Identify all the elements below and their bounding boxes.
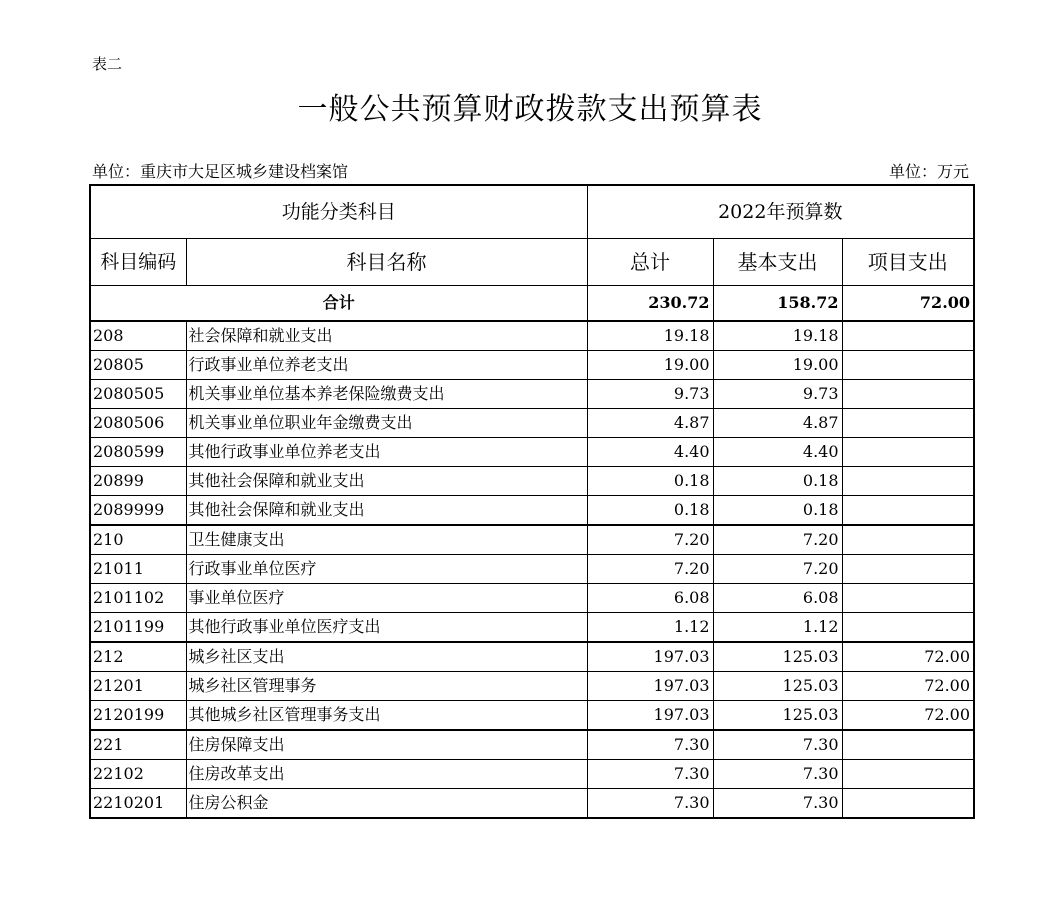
table-row: [90, 380, 974, 409]
code-cell: 20805: [90, 351, 186, 380]
code-cell: 221: [90, 730, 186, 760]
total-cell: 1.12: [587, 613, 713, 643]
table-row: [90, 496, 974, 526]
total-cell: 7.30: [587, 789, 713, 819]
total-cell: 4.87: [587, 409, 713, 438]
basic-cell: 4.40: [713, 438, 842, 467]
column-header-project: 项目支出: [842, 239, 974, 286]
total-cell: 0.18: [587, 467, 713, 496]
code-cell: 22102: [90, 760, 186, 789]
total-cell: 0.18: [587, 496, 713, 526]
basic-cell: 1.12: [713, 613, 842, 643]
name-cell: 住房保障支出: [186, 730, 587, 760]
total-cell: 19.00: [587, 351, 713, 380]
project-cell: [842, 467, 974, 496]
table-row: [90, 555, 974, 584]
page-title: 一般公共预算财政拨款支出预算表: [297, 92, 763, 127]
table-row: [90, 789, 974, 819]
name-cell: 其他社会保障和就业支出: [186, 467, 587, 496]
code-cell: 2089999: [90, 496, 186, 526]
project-cell: [842, 438, 974, 467]
project-cell: [842, 321, 974, 351]
group-header-budget-2022: 2022年预算数: [587, 185, 974, 239]
basic-cell: 6.08: [713, 584, 842, 613]
table-group-header-row: [90, 185, 974, 239]
basic-cell: 7.20: [713, 555, 842, 584]
name-cell: 机关事业单位基本养老保险缴费支出: [186, 380, 587, 409]
code-cell: 21201: [90, 672, 186, 701]
code-cell: 212: [90, 642, 186, 672]
basic-cell: 19.00: [713, 351, 842, 380]
name-cell: 住房公积金: [186, 789, 587, 819]
name-cell: 其他城乡社区管理事务支出: [186, 701, 587, 731]
name-cell: 社会保障和就业支出: [186, 321, 587, 351]
total-cell: 7.20: [587, 525, 713, 555]
name-cell: 其他行政事业单位养老支出: [186, 438, 587, 467]
name-cell: 卫生健康支出: [186, 525, 587, 555]
total-cell: 197.03: [587, 701, 713, 731]
column-header-total: 总计: [587, 239, 713, 286]
basic-cell: 125.03: [713, 672, 842, 701]
name-cell: 行政事业单位养老支出: [186, 351, 587, 380]
code-cell: 208: [90, 321, 186, 351]
table-row: [90, 613, 974, 643]
total-cell: 9.73: [587, 380, 713, 409]
table-row: [90, 701, 974, 731]
basic-cell: 7.30: [713, 789, 842, 819]
project-cell: [842, 351, 974, 380]
table-row: [90, 438, 974, 467]
column-header-basic: 基本支出: [713, 239, 842, 286]
name-cell: 机关事业单位职业年金缴费支出: [186, 409, 587, 438]
basic-cell: 7.30: [713, 730, 842, 760]
total-cell: 197.03: [587, 672, 713, 701]
project-cell: 72.00: [842, 286, 974, 322]
basic-cell: 7.20: [713, 525, 842, 555]
page-label: 表二: [92, 55, 123, 73]
table-total-row: [90, 286, 974, 322]
total-cell: 7.30: [587, 730, 713, 760]
table-row: [90, 351, 974, 380]
name-cell: 其他行政事业单位医疗支出: [186, 613, 587, 643]
project-cell: [842, 584, 974, 613]
basic-cell: 4.87: [713, 409, 842, 438]
project-cell: [842, 409, 974, 438]
code-cell: 2120199: [90, 701, 186, 731]
total-cell: 6.08: [587, 584, 713, 613]
code-cell: 2080599: [90, 438, 186, 467]
unit-department-label: 单位：重庆市大足区城乡建设档案馆: [92, 162, 349, 181]
table-row: [90, 760, 974, 789]
code-cell: 21011: [90, 555, 186, 584]
project-cell: 72.00: [842, 701, 974, 731]
basic-cell: 0.18: [713, 496, 842, 526]
code-cell: 2101102: [90, 584, 186, 613]
code-cell: 2080505: [90, 380, 186, 409]
table-row: [90, 672, 974, 701]
table-row: [90, 642, 974, 672]
code-cell: 210: [90, 525, 186, 555]
project-cell: [842, 613, 974, 643]
project-cell: [842, 760, 974, 789]
project-cell: 72.00: [842, 642, 974, 672]
column-header-name: 科目名称: [186, 239, 587, 286]
table-column-header-row: [90, 239, 974, 286]
basic-cell: 158.72: [713, 286, 842, 322]
total-cell: 7.20: [587, 555, 713, 584]
total-cell: 197.03: [587, 642, 713, 672]
basic-cell: 125.03: [713, 701, 842, 731]
total-cell: 4.40: [587, 438, 713, 467]
project-cell: [842, 789, 974, 819]
name-cell: 事业单位医疗: [186, 584, 587, 613]
project-cell: [842, 525, 974, 555]
basic-cell: 9.73: [713, 380, 842, 409]
basic-cell: 19.18: [713, 321, 842, 351]
table-row: [90, 584, 974, 613]
table-row: [90, 467, 974, 496]
project-cell: [842, 730, 974, 760]
total-cell: 230.72: [587, 286, 713, 322]
name-cell: 其他社会保障和就业支出: [186, 496, 587, 526]
name-cell: 城乡社区支出: [186, 642, 587, 672]
table-row: [90, 321, 974, 351]
table-row: [90, 525, 974, 555]
basic-cell: 0.18: [713, 467, 842, 496]
basic-cell: 7.30: [713, 760, 842, 789]
project-cell: [842, 380, 974, 409]
name-cell: 行政事业单位医疗: [186, 555, 587, 584]
unit-currency-label: 单位：万元: [888, 162, 969, 181]
code-cell: 2080506: [90, 409, 186, 438]
project-cell: 72.00: [842, 672, 974, 701]
total-cell: 19.18: [587, 321, 713, 351]
basic-cell: 125.03: [713, 642, 842, 672]
name-cell: 城乡社区管理事务: [186, 672, 587, 701]
table-row: [90, 409, 974, 438]
total-cell: 7.30: [587, 760, 713, 789]
column-header-code: 科目编码: [90, 239, 186, 286]
table-row: [90, 730, 974, 760]
group-header-function-category: 功能分类科目: [90, 185, 587, 239]
project-cell: [842, 555, 974, 584]
total-label: 合计: [90, 286, 587, 322]
code-cell: 20899: [90, 467, 186, 496]
code-cell: 2210201: [90, 789, 186, 819]
name-cell: 住房改革支出: [186, 760, 587, 789]
project-cell: [842, 496, 974, 526]
budget-table: [89, 184, 975, 819]
code-cell: 2101199: [90, 613, 186, 643]
